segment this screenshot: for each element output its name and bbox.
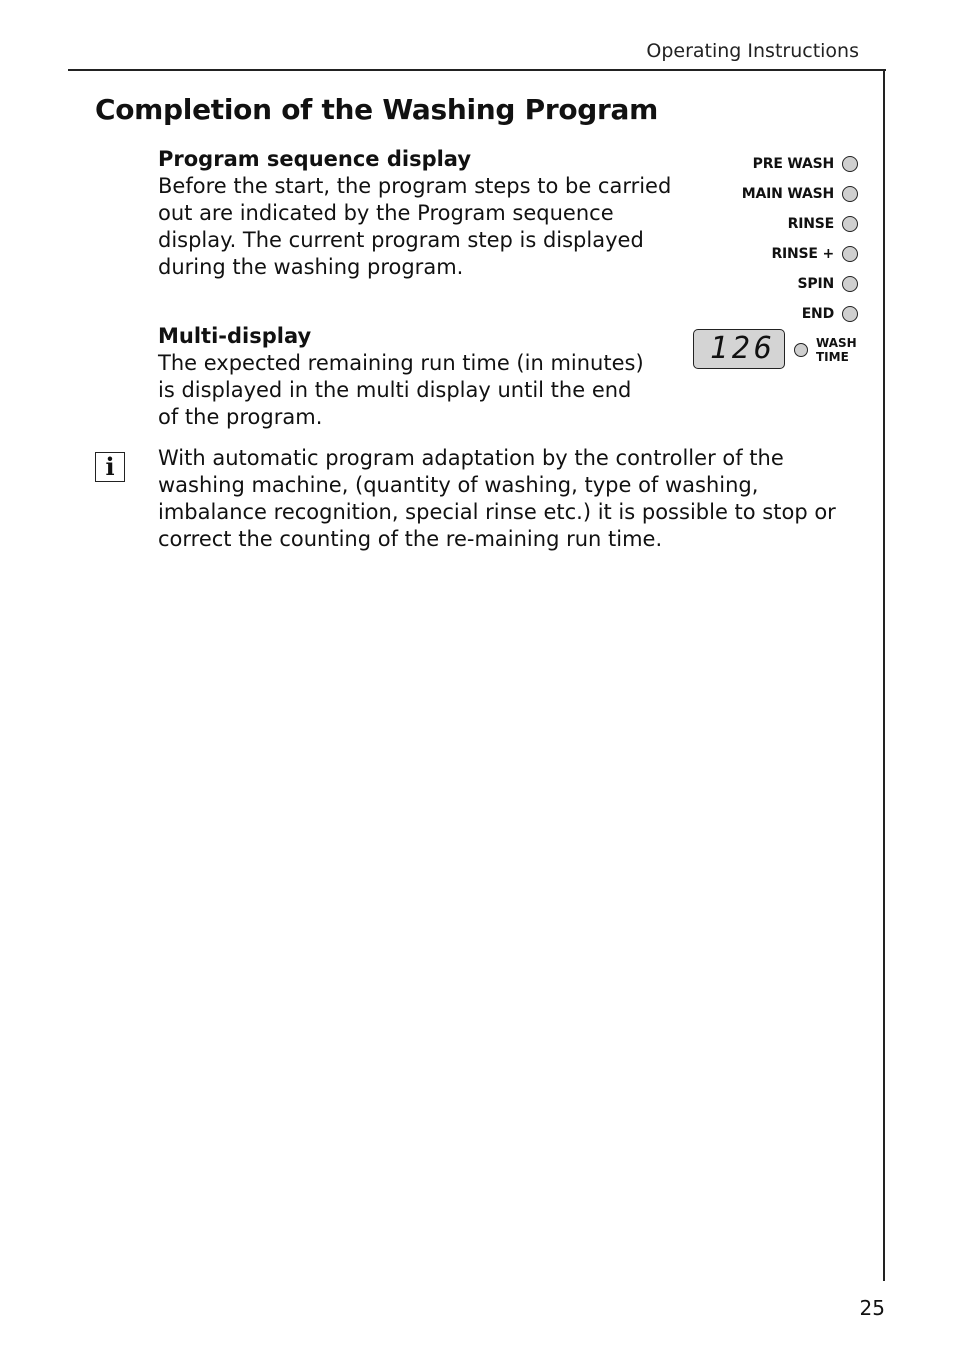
indicator-led-icon bbox=[842, 306, 858, 322]
step-label: END bbox=[801, 306, 834, 322]
step-spin bbox=[742, 269, 858, 299]
header-rule bbox=[68, 69, 886, 71]
info-note-body: With automatic program adaptation by the controller of the washing machine, (quantity of washing, type of washing, imbalance recognition, special rinse etc.) it is possible to stop or correct the counting of the re-maining run time. bbox=[158, 446, 836, 551]
step-main-wash bbox=[742, 179, 858, 209]
running-header: Operating Instructions bbox=[646, 40, 859, 62]
info-icon: i bbox=[95, 452, 125, 482]
wash-time-label-line1: WASH bbox=[816, 336, 857, 350]
program-sequence-body: Before the start, the program steps to be carried out are indicated by the Program sequence display. The current program step is displayed during the washing program. bbox=[158, 174, 672, 279]
margin-rule bbox=[883, 69, 885, 1281]
page-number: 25 bbox=[859, 1296, 885, 1320]
step-rinse bbox=[742, 209, 858, 239]
step-label: RINSE bbox=[787, 216, 834, 232]
indicator-led-icon bbox=[842, 186, 858, 202]
step-pre-wash bbox=[742, 149, 858, 179]
step-label: RINSE + bbox=[771, 246, 834, 262]
wash-time-led-icon bbox=[794, 343, 808, 357]
indicator-led-icon bbox=[842, 156, 858, 172]
indicator-led-icon bbox=[842, 276, 858, 292]
wash-time-label-line2: TIME bbox=[816, 350, 849, 364]
wash-time-label bbox=[816, 336, 857, 364]
indicator-led-icon bbox=[842, 246, 858, 262]
step-label: SPIN bbox=[797, 276, 834, 292]
program-sequence-section bbox=[158, 146, 688, 281]
multi-display-lcd: 126 bbox=[693, 329, 785, 369]
multi-display-heading: Multi-display bbox=[158, 324, 312, 348]
step-label: PRE WASH bbox=[752, 156, 834, 172]
program-sequence-heading: Program sequence display bbox=[158, 147, 472, 171]
step-label: MAIN WASH bbox=[741, 186, 834, 202]
page-title: Completion of the Washing Program bbox=[95, 93, 659, 126]
step-rinse-plus bbox=[742, 239, 858, 269]
multi-display-body: The expected remaining run time (in minutes) is displayed in the multi display until the end of the program. bbox=[158, 351, 644, 429]
info-note bbox=[158, 445, 868, 553]
step-end bbox=[742, 299, 858, 329]
indicator-led-icon bbox=[842, 216, 858, 232]
multi-display-section bbox=[158, 323, 658, 431]
program-sequence-display bbox=[742, 149, 858, 329]
